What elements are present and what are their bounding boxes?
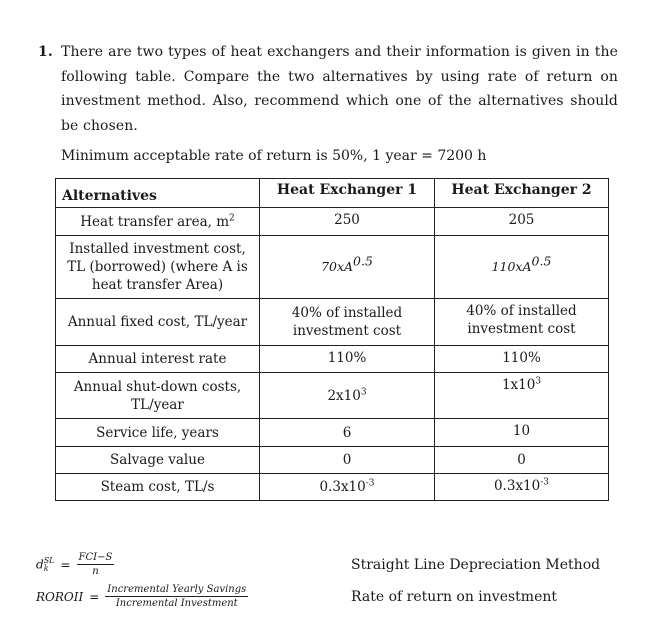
service-life-label: Service life, years (56, 419, 260, 447)
area-label: Heat transfer area, $m^2$ (56, 208, 260, 236)
depreciation-formula (36, 552, 114, 577)
table-row-service-life (56, 419, 609, 447)
roroii-fraction (105, 584, 248, 609)
depreciation-numerator: FCI−S (78, 552, 113, 563)
area-hx1: 250 (260, 208, 435, 236)
table-row-steam (56, 474, 609, 501)
shutdown-label: Annual shut-down costs, TL/year (56, 373, 260, 419)
depreciation-description: Straight Line Depreciation Method (351, 557, 601, 573)
header-alternatives: Alternatives (56, 179, 260, 208)
investment-hx1: $70xA^{0.5}$ (260, 236, 435, 299)
interest-label: Annual interest rate (56, 346, 260, 373)
roroii-equals: = (89, 589, 100, 604)
investment-hx2: $110xA^{0.5}$ (435, 236, 609, 299)
fixed-cost-label: Annual fixed cost, TL/year (56, 299, 260, 346)
depreciation-denominator: n (92, 566, 99, 577)
service-life-hx1: 6 (260, 419, 435, 447)
roroii-formula (36, 584, 248, 609)
service-life-hx2: 10 (435, 419, 609, 447)
table-row-fixed-cost (56, 299, 609, 346)
table-row-shutdown (56, 373, 609, 419)
depreciation-fraction (77, 552, 115, 577)
header-hx2: Heat Exchanger 2 (435, 179, 609, 208)
table-row-salvage (56, 447, 609, 474)
heat-exchanger-table (55, 178, 609, 501)
shutdown-hx1: $2x10^3$ (260, 373, 435, 419)
depreciation-equals: = (60, 557, 71, 572)
steam-hx2: $0.3x10^{-3}$ (435, 474, 609, 501)
question-number: 1. (38, 44, 53, 60)
salvage-hx2: 0 (435, 447, 609, 474)
fixed-cost-hx1: 40% of installed investment cost (260, 299, 435, 346)
salvage-hx1: 0 (260, 447, 435, 474)
table-header-row (56, 179, 609, 208)
salvage-label: Salvage value (56, 447, 260, 474)
roroii-lhs: ROROII (36, 589, 84, 604)
steam-label: Steam cost, TL/s (56, 474, 260, 501)
table-row-area (56, 208, 609, 236)
roroii-numerator: Incremental Yearly Savings (107, 584, 247, 595)
roroii-description: Rate of return on investment (351, 589, 558, 605)
steam-hx1: $0.3x10^{-3}$ (260, 474, 435, 501)
roroii-denominator: Incremental Investment (115, 598, 238, 609)
table-row-investment (56, 236, 609, 299)
shutdown-hx2: $1x10^3$ (435, 373, 609, 419)
interest-hx2: 110% (435, 346, 609, 373)
min-rate-statement: Minimum acceptable rate of return is 50%, 1 year = 7200 h (61, 148, 487, 164)
question-text: There are two types of heat exchangers and their information is given in the following table. Compare the two alternatives by using rate of return on investment method. Also, recommend which one of the alternatives should be chosen. (61, 44, 618, 134)
header-hx1: Heat Exchanger 1 (260, 179, 435, 208)
area-hx2: 205 (435, 208, 609, 236)
interest-hx1: 110% (260, 346, 435, 373)
investment-label: Installed investment cost, TL (borrowed) (where A is heat transfer Area) (56, 236, 260, 299)
fixed-cost-hx2: 40% of installed investment cost (435, 299, 609, 346)
table-row-interest (56, 346, 609, 373)
question (38, 40, 618, 138)
depreciation-lhs: d SL k (36, 555, 55, 573)
